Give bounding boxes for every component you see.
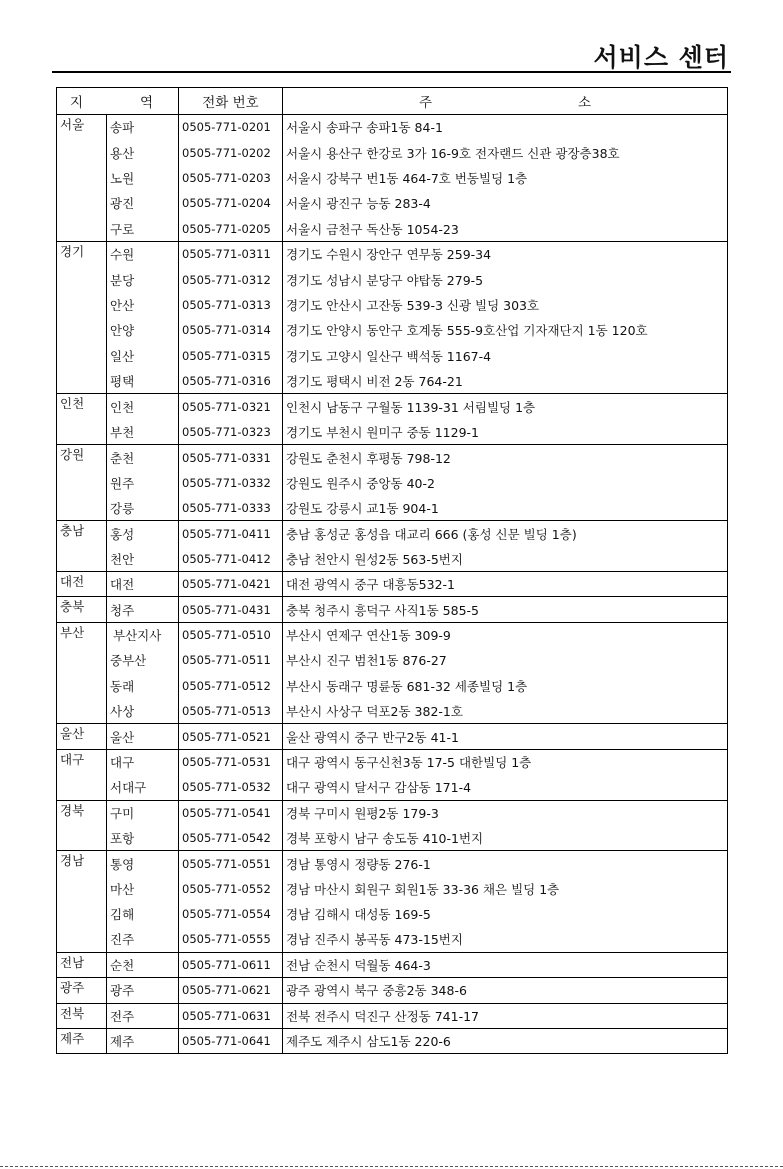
phone-cell: 0505-771-0421 — [179, 572, 283, 597]
city-cell: 동래 — [107, 673, 179, 698]
table-row — [57, 546, 728, 571]
city-cell: 진주 — [107, 927, 179, 952]
address-cell: 강원도 춘천시 후평동 798-12 — [283, 445, 728, 470]
phone-cell: 0505-771-0431 — [179, 597, 283, 622]
phone-cell: 0505-771-0205 — [179, 216, 283, 241]
phone-cell: 0505-771-0513 — [179, 698, 283, 723]
address-cell: 경기도 부천시 원미구 중동 1129-1 — [283, 419, 728, 444]
phone-cell: 0505-771-0316 — [179, 368, 283, 393]
table-row — [57, 140, 728, 165]
address-cell: 부산시 연제구 연산1동 309-9 — [283, 622, 728, 647]
phone-cell: 0505-771-0204 — [179, 191, 283, 216]
table-body — [57, 115, 728, 1054]
city-cell: 부산지사 — [107, 622, 179, 647]
phone-cell: 0505-771-0321 — [179, 394, 283, 419]
table-row — [57, 1029, 728, 1054]
page-bottom-rule — [0, 1166, 783, 1167]
region-cell: 강원 — [57, 445, 107, 521]
address-cell: 경기도 안산시 고잔동 539-3 신광 빌딩 303호 — [283, 292, 728, 317]
region-cell: 대구 — [57, 749, 107, 800]
phone-cell: 0505-771-0411 — [179, 521, 283, 546]
address-cell: 경기도 성남시 분당구 야탑동 279-5 — [283, 267, 728, 292]
city-cell: 광진 — [107, 191, 179, 216]
city-cell: 홍성 — [107, 521, 179, 546]
phone-cell: 0505-771-0314 — [179, 318, 283, 343]
table-row — [57, 394, 728, 419]
address-cell: 경기도 평택시 비전 2동 764-21 — [283, 368, 728, 393]
city-cell: 광주 — [107, 978, 179, 1003]
phone-cell: 0505-771-0542 — [179, 825, 283, 850]
table-row — [57, 165, 728, 190]
city-cell: 안산 — [107, 292, 179, 317]
city-cell: 일산 — [107, 343, 179, 368]
region-cell: 경기 — [57, 241, 107, 393]
address-cell: 부산시 사상구 덕포2동 382-1호 — [283, 698, 728, 723]
phone-cell: 0505-771-0331 — [179, 445, 283, 470]
address-cell: 서울시 금천구 독산동 1054-23 — [283, 216, 728, 241]
city-cell: 김해 — [107, 902, 179, 927]
city-cell: 안양 — [107, 318, 179, 343]
city-cell: 용산 — [107, 140, 179, 165]
address-cell: 경남 진주시 봉곡동 473-15번지 — [283, 927, 728, 952]
address-cell: 경남 통영시 정량동 276-1 — [283, 851, 728, 876]
city-cell: 전주 — [107, 1003, 179, 1028]
address-cell: 충북 청주시 흥덕구 사직1동 585-5 — [283, 597, 728, 622]
phone-cell: 0505-771-0555 — [179, 927, 283, 952]
table-header-row — [57, 88, 728, 115]
title-underline — [52, 71, 731, 73]
table-row — [57, 470, 728, 495]
phone-cell: 0505-771-0621 — [179, 978, 283, 1003]
phone-cell: 0505-771-0313 — [179, 292, 283, 317]
table-row — [57, 267, 728, 292]
table-row — [57, 622, 728, 647]
address-cell: 경기도 수원시 장안구 연무동 259-34 — [283, 241, 728, 266]
table-row — [57, 292, 728, 317]
address-cell: 부산시 진구 범천1동 876-27 — [283, 648, 728, 673]
phone-cell: 0505-771-0512 — [179, 673, 283, 698]
city-cell: 송파 — [107, 115, 179, 140]
city-cell: 통영 — [107, 851, 179, 876]
table-row — [57, 318, 728, 343]
region-cell: 서울 — [57, 115, 107, 242]
table-row — [57, 495, 728, 520]
table-row — [57, 902, 728, 927]
address-cell: 전북 전주시 덕진구 산정동 741-17 — [283, 1003, 728, 1028]
city-cell: 중부산 — [107, 648, 179, 673]
region-cell: 경남 — [57, 851, 107, 953]
table-row — [57, 241, 728, 266]
address-cell: 서울시 용산구 한강로 3가 16-9호 전자랜드 신관 광장층38호 — [283, 140, 728, 165]
phone-cell: 0505-771-0521 — [179, 724, 283, 749]
phone-cell: 0505-771-0333 — [179, 495, 283, 520]
phone-cell: 0505-771-0532 — [179, 775, 283, 800]
phone-cell: 0505-771-0631 — [179, 1003, 283, 1028]
region-cell: 제주 — [57, 1029, 107, 1054]
city-cell: 원주 — [107, 470, 179, 495]
address-cell: 경기도 안양시 동안구 호계동 555-9호산업 기자재단지 1동 120호 — [283, 318, 728, 343]
region-cell: 충북 — [57, 597, 107, 622]
phone-cell: 0505-771-0203 — [179, 165, 283, 190]
city-cell: 울산 — [107, 724, 179, 749]
table-row — [57, 800, 728, 825]
city-cell: 인천 — [107, 394, 179, 419]
city-cell: 포항 — [107, 825, 179, 850]
table-row — [57, 978, 728, 1003]
table-row — [57, 698, 728, 723]
city-cell: 대전 — [107, 572, 179, 597]
address-cell: 서울시 강북구 번1동 464-7호 번동빌딩 1층 — [283, 165, 728, 190]
phone-cell: 0505-771-0552 — [179, 876, 283, 901]
table-row — [57, 749, 728, 774]
phone-cell: 0505-771-0412 — [179, 546, 283, 571]
address-cell: 경남 마산시 회원구 회원1동 33-36 채은 빌딩 1층 — [283, 876, 728, 901]
table-row — [57, 648, 728, 673]
table-row — [57, 572, 728, 597]
city-cell: 춘천 — [107, 445, 179, 470]
phone-cell: 0505-771-0323 — [179, 419, 283, 444]
address-cell: 대구 광역시 동구신천3동 17-5 대한빌딩 1층 — [283, 749, 728, 774]
city-cell: 분당 — [107, 267, 179, 292]
city-cell: 대구 — [107, 749, 179, 774]
table-row — [57, 445, 728, 470]
address-cell: 인천시 남동구 구월동 1139-31 서림빌딩 1층 — [283, 394, 728, 419]
city-cell: 부천 — [107, 419, 179, 444]
phone-cell: 0505-771-0312 — [179, 267, 283, 292]
city-cell: 구로 — [107, 216, 179, 241]
city-cell: 서대구 — [107, 775, 179, 800]
phone-cell: 0505-771-0311 — [179, 241, 283, 266]
service-center-table — [56, 87, 728, 1054]
city-cell: 순천 — [107, 952, 179, 977]
header-region-char-2: 역 — [139, 95, 153, 111]
city-cell: 제주 — [107, 1029, 179, 1054]
address-cell: 충남 홍성군 홍성읍 대교리 666 (홍성 신문 빌딩 1층) — [283, 521, 728, 546]
table-row — [57, 1003, 728, 1028]
city-cell: 노원 — [107, 165, 179, 190]
table-row — [57, 597, 728, 622]
table-row — [57, 775, 728, 800]
region-cell: 전남 — [57, 952, 107, 977]
table-row — [57, 216, 728, 241]
address-cell: 광주 광역시 북구 중흥2동 348-6 — [283, 978, 728, 1003]
table-row — [57, 952, 728, 977]
phone-cell: 0505-771-0315 — [179, 343, 283, 368]
table-row — [57, 521, 728, 546]
phone-cell: 0505-771-0611 — [179, 952, 283, 977]
address-cell: 서울시 송파구 송파1동 84-1 — [283, 115, 728, 140]
region-cell: 충남 — [57, 521, 107, 572]
table-row — [57, 419, 728, 444]
region-cell: 대전 — [57, 572, 107, 597]
address-cell: 부산시 동래구 명륜동 681-32 세종빌딩 1층 — [283, 673, 728, 698]
city-cell: 구미 — [107, 800, 179, 825]
address-cell: 울산 광역시 중구 반구2동 41-1 — [283, 724, 728, 749]
address-cell: 대전 광역시 중구 대흥동532-1 — [283, 572, 728, 597]
address-cell: 제주도 제주시 삼도1동 220-6 — [283, 1029, 728, 1054]
table-row — [57, 368, 728, 393]
address-cell: 전남 순천시 덕월동 464-3 — [283, 952, 728, 977]
city-cell: 평택 — [107, 368, 179, 393]
address-cell: 경북 구미시 원평2동 179-3 — [283, 800, 728, 825]
city-cell: 강릉 — [107, 495, 179, 520]
phone-cell: 0505-771-0332 — [179, 470, 283, 495]
table-row — [57, 927, 728, 952]
header-region-char-1: 지 — [70, 95, 84, 111]
city-cell: 청주 — [107, 597, 179, 622]
address-cell: 충남 천안시 원성2동 563-5번지 — [283, 546, 728, 571]
city-cell: 천안 — [107, 546, 179, 571]
table-row — [57, 876, 728, 901]
table-row — [57, 825, 728, 850]
address-cell: 서울시 광진구 능동 283-4 — [283, 191, 728, 216]
region-cell: 경북 — [57, 800, 107, 851]
phone-cell: 0505-771-0202 — [179, 140, 283, 165]
table-row — [57, 343, 728, 368]
table-row — [57, 673, 728, 698]
header-region — [57, 88, 179, 115]
table-row — [57, 191, 728, 216]
header-phone: 전화 번호 — [179, 88, 283, 115]
city-cell: 마산 — [107, 876, 179, 901]
address-cell: 경남 김해시 대성동 169-5 — [283, 902, 728, 927]
city-cell: 사상 — [107, 698, 179, 723]
phone-cell: 0505-771-0531 — [179, 749, 283, 774]
header-address-char-1: 주 — [418, 95, 433, 111]
address-cell: 강원도 강릉시 교1동 904-1 — [283, 495, 728, 520]
region-cell: 광주 — [57, 978, 107, 1003]
table-row — [57, 724, 728, 749]
city-cell: 수원 — [107, 241, 179, 266]
phone-cell: 0505-771-0201 — [179, 115, 283, 140]
address-cell: 대구 광역시 달서구 감삼동 171-4 — [283, 775, 728, 800]
phone-cell: 0505-771-0554 — [179, 902, 283, 927]
header-address-char-2: 소 — [577, 95, 592, 111]
address-cell: 경북 포항시 남구 송도동 410-1번지 — [283, 825, 728, 850]
phone-cell: 0505-771-0511 — [179, 648, 283, 673]
phone-cell: 0505-771-0541 — [179, 800, 283, 825]
region-cell: 전북 — [57, 1003, 107, 1028]
region-cell: 부산 — [57, 622, 107, 724]
region-cell: 울산 — [57, 724, 107, 749]
phone-cell: 0505-771-0551 — [179, 851, 283, 876]
phone-cell: 0505-771-0641 — [179, 1029, 283, 1054]
region-cell: 인천 — [57, 394, 107, 445]
table-row — [57, 851, 728, 876]
header-address — [283, 88, 728, 115]
address-cell: 강원도 원주시 중앙동 40-2 — [283, 470, 728, 495]
table-row — [57, 115, 728, 140]
address-cell: 경기도 고양시 일산구 백석동 1167-4 — [283, 343, 728, 368]
phone-cell: 0505-771-0510 — [179, 622, 283, 647]
page-title: 서비스 센터 — [593, 43, 729, 72]
